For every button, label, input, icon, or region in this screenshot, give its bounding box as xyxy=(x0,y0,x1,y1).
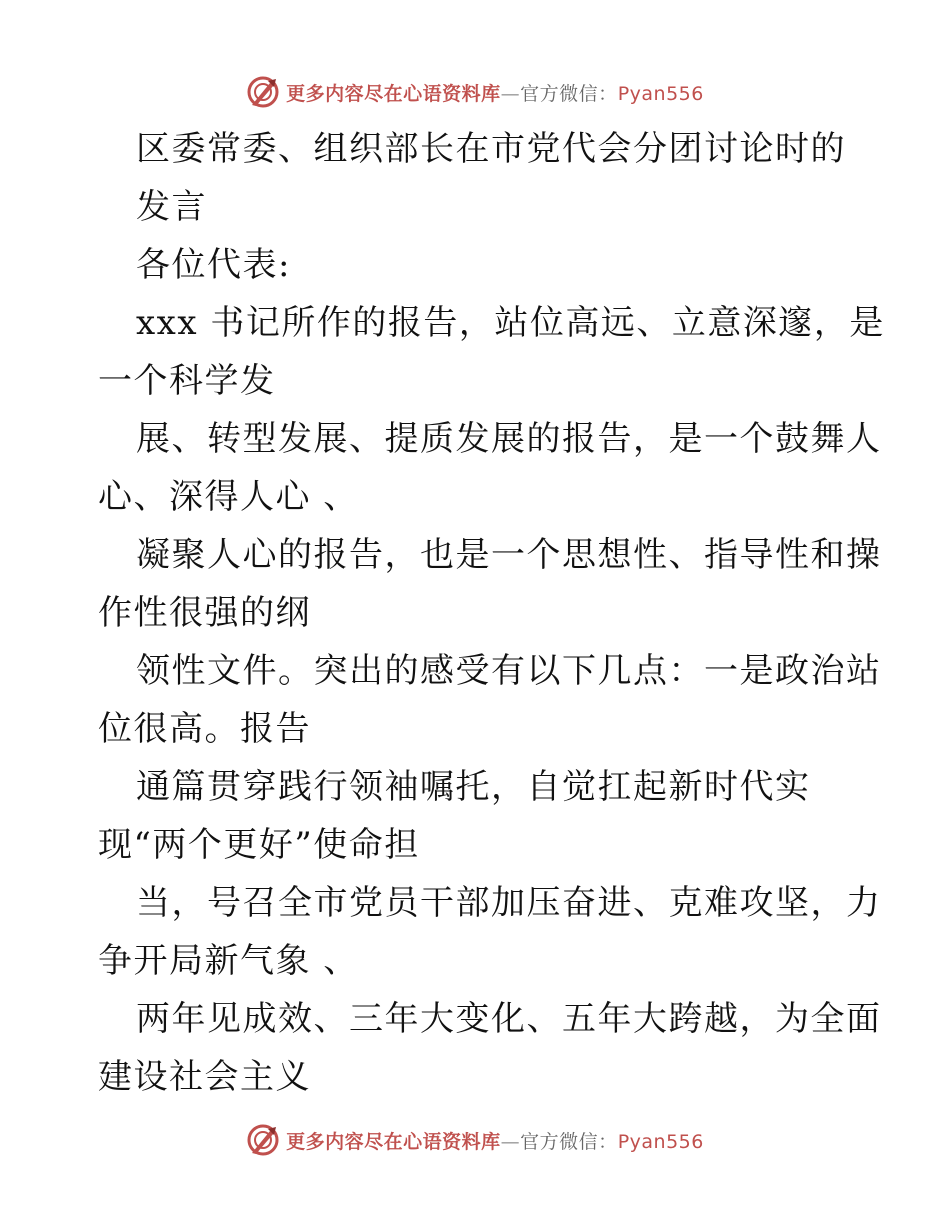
doc-line: 凝聚人心的报告，也是一个思想性、指导性和操 xyxy=(136,535,882,575)
doc-line: 展、转型发展、提质发展的报告，是一个鼓舞人 xyxy=(136,419,882,459)
doc-line: 位很高。报告 xyxy=(98,709,311,749)
doc-title-line-2: 发言 xyxy=(136,187,207,227)
doc-line: 建设社会主义 xyxy=(98,1057,311,1097)
doc-line: 现“两个更好”使命担 xyxy=(98,825,420,865)
watermark-dash: — xyxy=(500,1130,521,1153)
quill-logo-icon xyxy=(246,1123,280,1157)
footer-watermark xyxy=(0,1120,950,1160)
watermark-dash: — xyxy=(500,82,521,105)
doc-line: 作性很强的纲 xyxy=(98,593,311,633)
doc-line: 争开局新气象 、 xyxy=(98,941,359,981)
header-watermark xyxy=(0,72,950,112)
doc-line: 一个科学发 xyxy=(98,361,276,401)
doc-line: 领性文件。突出的感受有以下几点：一是政治站 xyxy=(136,651,882,691)
watermark-library-text: 更多内容尽在心语资料库 xyxy=(286,82,501,105)
doc-line: 心、深得人心 、 xyxy=(98,477,359,517)
quill-logo-icon xyxy=(246,75,280,109)
doc-salutation: 各位代表: xyxy=(136,245,291,285)
doc-line: xxx 书记所作的报告，站位高远、立意深邃，是 xyxy=(136,303,885,343)
watermark-library-text: 更多内容尽在心语资料库 xyxy=(286,1130,501,1153)
doc-line: 两年见成效、三年大变化、五年大跨越，为全面 xyxy=(136,999,882,1039)
doc-line: 通篇贯穿践行领袖嘱托，自觉扛起新时代实 xyxy=(136,767,811,807)
doc-line: 当，号召全市党员干部加压奋进、克难攻坚，力 xyxy=(136,883,882,923)
watermark-wechat-id: Pyan556 xyxy=(617,82,704,105)
watermark-wechat-label: 官方微信： xyxy=(520,1130,618,1153)
watermark-wechat-label: 官方微信： xyxy=(520,82,618,105)
doc-title-line-1: 区委常委、组织部长在市党代会分团讨论时的 xyxy=(136,129,846,169)
watermark-wechat-id: Pyan556 xyxy=(617,1130,704,1153)
